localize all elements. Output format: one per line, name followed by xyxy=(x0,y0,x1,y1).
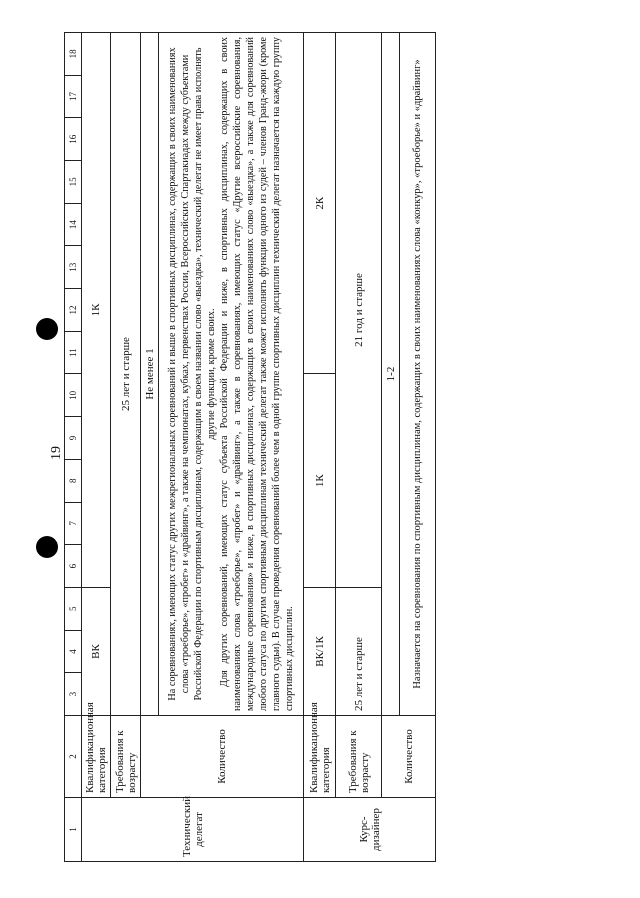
course-age-b: 21 год и старше xyxy=(336,33,382,588)
col-number: 16 xyxy=(65,118,82,161)
requirements-table xyxy=(64,32,436,862)
tech-qty-paragraph-2: Для других соревнований, имеющих статус субъекта Российской Федерации и ниже, в спортивных дисциплинах, содержащих в своих наименованиях слова «троеборье», «пробег» и «драйвинг», а также в соревнованиях, имеющих статус «Другие всероссийские соревнования, международные соревнования» и ниже, в спортивных дисциплинах, содержащих в своих наименованиях слово «выездка», а также для соревнований любого статуса по другим спортивным дисциплинам технический делегат также может исполнять функции одного из судей – членов Гранд-жюри (кроме главного судьи). В случае проведения соревнований более чем в одной группе спортивных дисциплин технический делегат назначается на каждую группу спортивных дисциплин. xyxy=(219,37,295,711)
binder-hole-top xyxy=(36,318,58,340)
col-number: 14 xyxy=(65,203,82,246)
course-qual-b: 1К xyxy=(304,374,336,587)
col-number: 3 xyxy=(65,673,82,716)
col-number: 18 xyxy=(65,33,82,76)
tech-age-label: Требования к возрасту xyxy=(111,716,141,798)
course-age-a: 25 лет и старше xyxy=(336,587,382,715)
col-number: 7 xyxy=(65,502,82,545)
tech-qual-b: 1К xyxy=(82,33,111,588)
tech-qual-row xyxy=(82,33,111,862)
tech-qty-min: Не менее 1 xyxy=(141,33,159,716)
col-number: 1 xyxy=(65,798,82,862)
col-number: 13 xyxy=(65,246,82,289)
col-number: 11 xyxy=(65,331,82,374)
tech-delegate-title: Технический делегат xyxy=(82,798,304,862)
binder-hole-bottom xyxy=(36,536,58,558)
col-number: 9 xyxy=(65,417,82,460)
course-qty-label: Количество xyxy=(382,716,436,798)
course-designer-title: Курс-дизайнер xyxy=(304,798,436,862)
course-qual-label: Квалификационная категория xyxy=(304,716,336,798)
col-number: 12 xyxy=(65,289,82,332)
tech-qual-label: Квалификационная категория xyxy=(82,716,111,798)
col-number: 8 xyxy=(65,459,82,502)
tech-qty-row xyxy=(141,33,159,862)
tech-qty-text xyxy=(159,33,304,716)
course-qual-a: ВК/1К xyxy=(304,587,336,715)
course-age-row xyxy=(336,33,382,862)
course-qty-a: 1-2 xyxy=(382,33,400,716)
col-number: 5 xyxy=(65,587,82,630)
course-age-label: Требования к возрасту xyxy=(336,716,382,798)
page-number: 19 xyxy=(49,446,64,460)
tech-qty-label: Количество xyxy=(141,716,304,798)
tech-qual-a: ВК xyxy=(82,587,111,715)
course-qty-row xyxy=(382,33,400,862)
col-number: 6 xyxy=(65,545,82,588)
column-number-row xyxy=(65,33,82,862)
tech-qty-paragraph-1: На соревнованиях, имеющих статус других межрегиональных соревнований и выше в спортивных дисциплинах, содержащих в своих наименованиях слова «троеборье», «пробег» и «драйвинг», а также на чемпионатах, кубках, первенствах России, Всероссийских Спартакиадах между субъектами Российской Федерации по спортивным дисциплинам, содержащим в своем названии слово «выездка», технический делегат не имеет права исполнять другие функции, кроме своих. xyxy=(167,47,217,701)
col-number: 15 xyxy=(65,161,82,204)
col-number: 4 xyxy=(65,630,82,673)
col-number: 10 xyxy=(65,374,82,417)
course-qual-row xyxy=(304,33,336,862)
course-qty-b: Назначается на соревнования по спортивным дисциплинам, содержащих в своих наименованиях слова «конкур», «троеборье» и «драйвинг» xyxy=(400,33,436,716)
tech-age-value: 25 лет и старше xyxy=(111,33,141,716)
col-number: 2 xyxy=(65,716,82,798)
tech-age-row xyxy=(111,33,141,862)
course-qual-c: 2К xyxy=(304,33,336,375)
requirements-table-wrapper xyxy=(64,32,436,862)
col-number: 17 xyxy=(65,75,82,118)
